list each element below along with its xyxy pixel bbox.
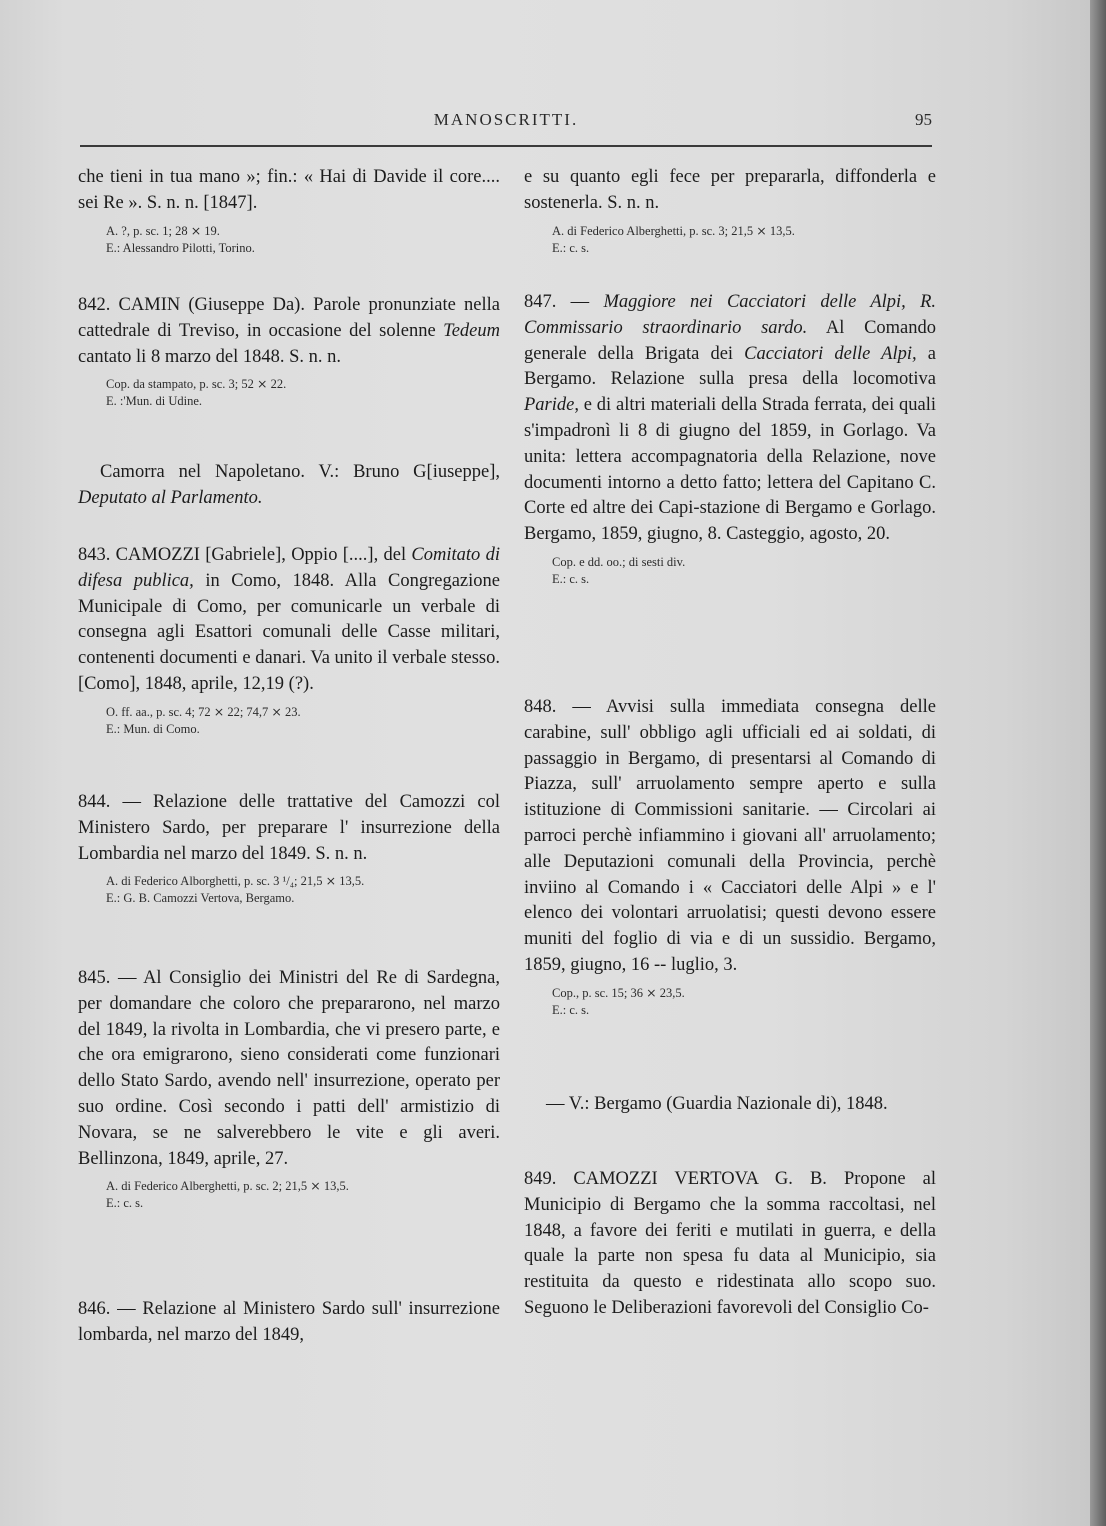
entry-note: E.: Mun. di Como. [106, 721, 200, 736]
entry-text: 844. — Relazione delle trattative del Camozzi col Ministero Sardo, per preparare l' insurrezione della Lombardia nel marzo del 1849. S. n. n. [78, 792, 500, 864]
running-header [80, 110, 932, 140]
entry-note: E.: c. s. [552, 1002, 590, 1017]
entry-number: 843. [78, 545, 111, 565]
entry-number: 845. [78, 968, 111, 988]
entry-text: 845. — Al Consiglio dei Ministri del Re di Sardegna, per domandare che coloro che prepararono, nel marzo del 1849, la rivolta in Lombardia, che vi presero parte, e che ora emigrarono, sieno considerati come funzionari dello Stato Sardo, avendo nell' insurrezione, operato per suo ordine. Così secondo i patti dell' armistizio di Novara, se ne salverebbero le vite e gli averi. Bellinzona, 1849, aprile, 27. [78, 968, 500, 1169]
entry-note: Cop. da stampato, p. sc. 3; 52 ⨯ 22. [106, 377, 287, 392]
entry-844 [78, 790, 500, 907]
entry-note: O. ff. aa., p. sc. 4; 72 ⨯ 22; 74,7 ⨯ 23. [106, 704, 301, 719]
entry-text: 849. CAMOZZI VERTOVA G. B. Propone al Municipio di Bergamo che la somma raccoltasi, nel 1848, a favore dei feriti e mutilati in guerra, e della quale la parte non spesa fu data al Municipio, sia restituita da questo e ridestinata allo scopo suo. Seguono le Deliberazioni favorevoli del Consiglio Co- [524, 1169, 936, 1318]
entry-845 [78, 966, 500, 1212]
entry-note: A. di Federico Alborghetti, p. sc. 3 ¹/₄; 21,5 ⨯ 13,5. [106, 874, 365, 889]
header-rule [80, 145, 932, 147]
entry-note: E.: c. s. [106, 1196, 144, 1211]
entry-number: 847. [524, 292, 557, 312]
entry-note: Cop. e dd. oo.; di sesti div. [552, 554, 686, 569]
page-edge-shadow [1090, 0, 1106, 1526]
entry-847 [524, 290, 936, 588]
entry-number: 844. [78, 792, 111, 812]
entry-note: E.: c. s. [552, 240, 590, 255]
entry-note: E.: G. B. Camozzi Vertova, Bergamo. [106, 891, 295, 906]
entry-number: 848. [524, 697, 557, 717]
entry-text: — V.: Bergamo (Guardia Nazionale di), 1848. [546, 1094, 888, 1114]
entry-note: A. di Federico Alberghetti, p. sc. 3; 21,5 ⨯ 13,5. [552, 223, 795, 238]
entry-848 [524, 695, 936, 1019]
entry-843 [78, 543, 500, 738]
entry-note: A. di Federico Alberghetti, p. sc. 2; 21,5 ⨯ 13,5. [106, 1179, 349, 1194]
entry-text: e su quanto egli fece per prepararla, diffonderla e sostenerla. S. n. n. [524, 167, 936, 213]
entry-849 [524, 1167, 936, 1322]
entry-number: 846. [78, 1299, 111, 1319]
entry-note: E.: c. s. [552, 571, 590, 586]
entry-camorra [78, 460, 500, 512]
entry-text: che tieni in tua mano »; fin.: « Hai di Davide il core.... sei Re ». S. n. n. [1847]. [78, 167, 500, 213]
entry-846 [78, 1297, 500, 1349]
entry-see-also-bergamo [524, 1092, 936, 1118]
entry-note: A. ?, p. sc. 1; 28 ⨯ 19. [106, 223, 220, 238]
entry-number: 842. [78, 295, 111, 315]
entry-842 [78, 293, 500, 410]
entry-note: E. :'Mun. di Udine. [106, 394, 202, 409]
running-title: MANOSCRITTI. [433, 110, 579, 129]
entry-text: 843. CAMOZZI [Gabriele], Oppio [....], del Comitato di difesa publica, in Como, 1848. Alla Congregazione Municipale di Como, per comunicarle un verbale di consegna agli Esattori comunali delle Casse militari, contenenti documenti e danari. Va unito il verbale stesso. [Como], 1848, aprile, 12,19 (?). [78, 545, 500, 694]
entry-text: 848. — Avvisi sulla immediata consegna delle carabine, sull' obbligo agli ufficiali ed ai soldati, di passaggio in Bergamo, di presentarsi al Comando di Piazza, sull' arruolamento sempre aperto e sulla istituzione di Commissioni sanitarie. — Circolari ai parroci perchè infiammino i giovani all' arruolamento; alle Deputazioni comunali della Provincia, perchè inviino al Comando i « Cacciatori delle Alpi » e l' elenco dei volontari arruolatisi; questi devono essere muniti del foglio di via e di un sussidio. Bergamo, 1859, giugno, 16 -- luglio, 3. [524, 697, 936, 975]
entry-continuation [524, 165, 936, 257]
entry-continuation [78, 165, 500, 257]
entry-text: 842. CAMIN (Giuseppe Da). Parole pronunziate nella cattedrale di Treviso, in occasione del solenne Tedeum cantato li 8 marzo del 1848. S. n. n. [78, 295, 500, 367]
entry-text: Camorra nel Napoletano. V.: Bruno G[iuseppe], Deputato al Parlamento. [78, 462, 500, 508]
entry-text: 847. — Maggiore nei Cacciatori delle Alpi, R. Commissario straordinario sardo. Al Comando generale della Brigata dei Cacciatori delle Alpi, a Bergamo. Relazione sulla presa della locomotiva Paride, e di altri materiali della Strada ferrata, dei quali s'impadronì li 8 di giugno del 1859, in Gorlago. Va unita: lettera accompagnatoria della Relazione, nove documenti intorno a detto fatto; lettera del Capitano C. Corte ed altre dei Capi-stazione di Bergamo e Gorlago. Bergamo, 1859, giugno, 8. Casteggio, agosto, 20. [524, 292, 937, 545]
entry-note: Cop., p. sc. 15; 36 ⨯ 23,5. [552, 985, 685, 1000]
entry-text: 846. — Relazione al Ministero Sardo sull' insurrezione lombarda, nel marzo del 1849, [78, 1299, 500, 1345]
entry-note: E.: Alessandro Pilotti, Torino. [106, 240, 255, 255]
page-number: 95 [915, 110, 932, 129]
entry-number: 849. [524, 1169, 557, 1189]
